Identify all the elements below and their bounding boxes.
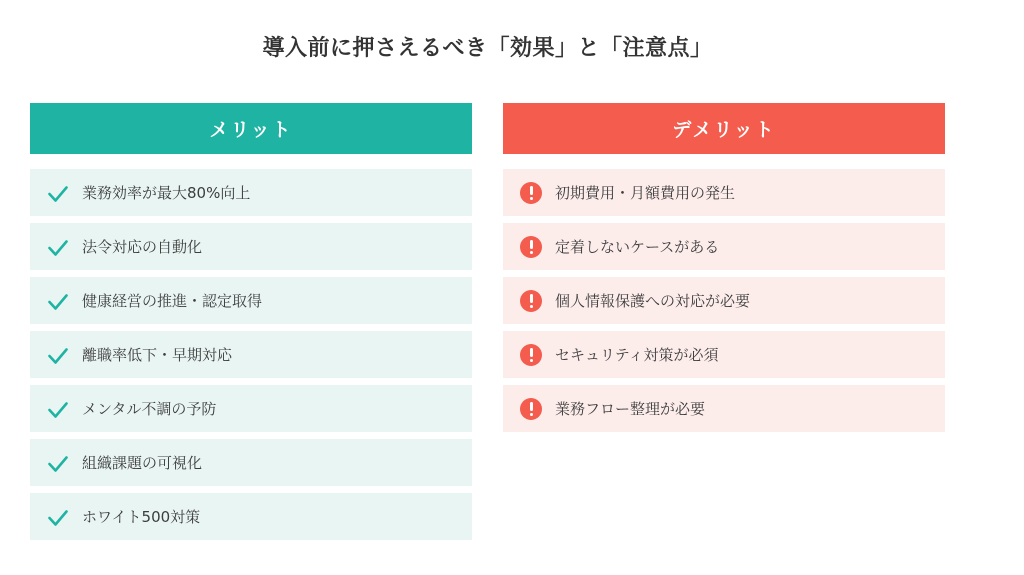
demerit-item-label: 個人情報保護への対応が必要 [555,292,751,310]
merit-item-label: 法令対応の自動化 [82,238,203,256]
exclamation-icon-box [519,289,543,313]
merit-list [30,169,472,540]
check-icon [46,235,70,259]
merit-item-label: 健康経営の推進・認定取得 [82,292,263,310]
exclamation-icon-box [519,181,543,205]
merit-header: メリット [30,103,472,154]
merit-item [30,385,472,432]
demerit-header: デメリット [503,103,945,154]
demerit-list [503,169,945,432]
exclamation-icon [520,344,542,366]
merit-item-label: 組織課題の可視化 [82,454,203,472]
demerit-item [503,277,945,324]
check-icon [46,343,70,367]
merit-item-label: ホワイト500対策 [82,508,201,526]
demerit-item-label: 初期費用・月額費用の発生 [555,184,736,202]
exclamation-icon [520,182,542,204]
merit-item-label: 離職率低下・早期対応 [82,346,233,364]
merit-item [30,493,472,540]
merit-item [30,169,472,216]
page-title: 導入前に押さえるべき「効果」と「注意点」 [262,36,713,61]
exclamation-icon-box [519,397,543,421]
merit-item-label: 業務効率が最大80%向上 [82,184,251,202]
exclamation-icon-box [519,343,543,367]
demerit-item-label: セキュリティ対策が必須 [555,346,719,364]
exclamation-icon [520,398,542,420]
check-icon [46,397,70,421]
merit-item [30,277,472,324]
exclamation-icon-box [519,235,543,259]
merit-column [30,103,472,547]
merit-item [30,439,472,486]
merit-item [30,331,472,378]
demerit-item [503,385,945,432]
demerit-item [503,169,945,216]
exclamation-icon [520,290,542,312]
check-icon [46,181,70,205]
exclamation-icon [520,236,542,258]
check-icon [46,451,70,475]
demerit-item-label: 業務フロー整理が必要 [555,400,706,418]
check-icon [46,505,70,529]
demerit-item [503,331,945,378]
content-area [30,0,945,547]
demerit-item-label: 定着しないケースがある [555,238,720,256]
check-icon [46,289,70,313]
demerit-item [503,223,945,270]
merit-item [30,223,472,270]
demerit-column [503,103,945,547]
merit-item-label: メンタル不調の予防 [82,400,217,418]
comparison-columns [30,103,945,547]
